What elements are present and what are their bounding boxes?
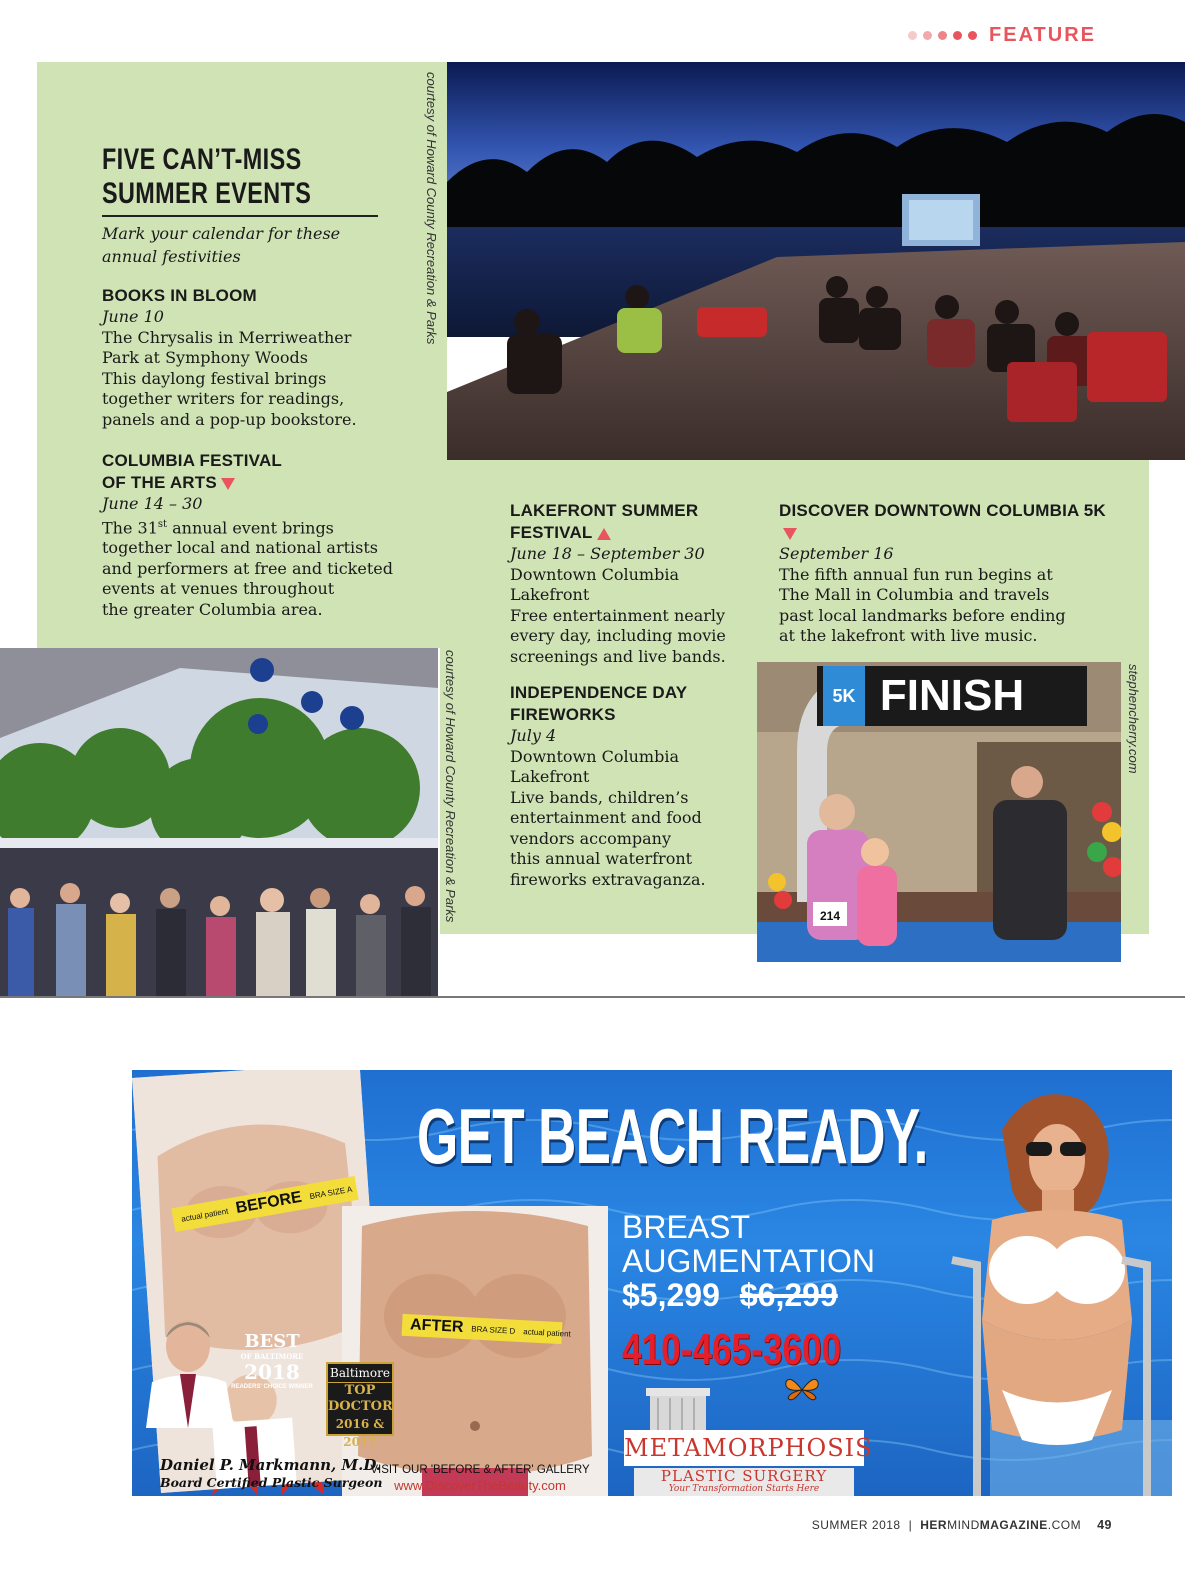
gallery-callout [350,1462,610,1494]
event-line: This daylong festival brings [102,368,327,388]
event-title-2: FESTIVAL [510,523,593,542]
brand-name: METAMORPHOSIS [624,1430,864,1466]
after-label: AFTER [409,1316,464,1337]
ribbon-winner: READERS' CHOICE WINNER [231,1384,313,1390]
event-line-post: annual event brings [167,517,334,537]
after-note: actual patient [523,1326,572,1339]
column-icon [624,1382,864,1432]
dot-3 [938,31,947,40]
page-footer [812,1518,1112,1532]
race-finish-illustration [757,662,1121,962]
event-date: June 14 – 30 [102,494,203,513]
dot-5 [968,31,977,40]
badge-title: TOP DOCTOR [328,1383,393,1414]
event-line-sup: st [157,518,168,530]
event-line: and performers at free and ticketed [102,558,393,578]
footer-site-b: MIND [947,1518,980,1532]
race-finish-photo [757,662,1121,962]
event-line-pre: The 31 [102,517,158,537]
lakefront-movie-photo [447,62,1185,460]
event-line: together local and national artists [102,538,378,558]
event-line: vendors accompany [510,828,672,848]
event-title-2-row [102,472,402,494]
event-line: at the lakefront with live music. [779,626,1038,645]
event-downtown-5k [779,500,1119,647]
offer-line-1: BREAST [622,1209,751,1245]
event-title-2-row [510,522,740,544]
event-title-1: COLUMBIA FESTIVAL [102,451,282,470]
after-photo-illustration [342,1206,608,1496]
footer-site-d: .COM [1047,1518,1082,1532]
ribbon-year: 2018 [244,1360,300,1384]
title-divider [102,215,378,217]
event-line: The Mall in Columbia and travels [779,585,1050,604]
ad-headline: GET BEACH READY. [417,1092,928,1180]
article-subtitle: Mark your calendar for these annual festivities [102,224,341,266]
event-lakefront-festival [510,500,740,667]
offer-line-2: AUGMENTATION [622,1243,876,1279]
lake-photo-credit: courtesy of Howard County Recreation & Parks [424,72,439,345]
after-size: BRA SIZE D [471,1323,516,1336]
brand-tagline: Your Transformation Starts Here [668,1484,820,1494]
triangle-up-icon [597,528,611,540]
event-line: panels and a pop-up bookstore. [102,409,357,429]
festival-crowd-photo [0,648,438,996]
event-date: June 18 – September 30 [510,544,705,563]
event-line: this annual waterfront [510,849,693,868]
event-independence-day [510,682,740,890]
gallery-url-link[interactable]: www.DiscoverTheBeauty.com [394,1478,566,1493]
event-title-2: OF THE ARTS [102,473,217,492]
metamorphosis-logo [624,1382,873,1494]
section-divider [0,996,1185,998]
plastic-surgery-ad[interactable] [132,1070,1172,1496]
gallery-text: VISIT OUR 'BEFORE & AFTER' GALLERY [370,1464,590,1476]
offer-price-new: $5,299 [622,1277,720,1313]
event-columbia-festival [102,450,402,620]
top-doctor-badge [326,1362,394,1449]
footer-separator: | [908,1518,913,1532]
event-line: The Chrysalis in Merriweather [102,327,352,347]
event-line: past local landmarks before ending [779,605,1066,625]
before-label: BEFORE [234,1188,304,1217]
event-title-2: FIREWORKS [510,705,616,724]
event-line: Live bands, children’s [510,787,689,807]
brand-subtitle: PLASTIC SURGERY [660,1467,828,1485]
before-note: actual patient [180,1206,229,1224]
offer-price-old: $6,299 [739,1277,838,1313]
event-line: The fifth annual fun run begins at [779,564,1053,584]
event-title-1: LAKEFRONT SUMMER [510,501,699,520]
festival-crowd-illustration [0,648,438,996]
butterfly-icon [784,1374,820,1406]
section-header [908,24,1096,47]
festival-photo-credit: courtesy of Howard County Recreation & Parks [443,650,458,923]
section-label: FEATURE [989,24,1096,46]
article-title [102,143,317,211]
event-title: DISCOVER DOWNTOWN COLUMBIA 5K [779,501,1106,520]
badge-years: 2016 & 2017 [335,1417,385,1449]
event-line: events at venues throughout [102,579,335,599]
event-line: Lakefront [510,585,590,604]
dot-2 [923,31,932,40]
race-bib-text: 214 [819,909,841,923]
event-line-first [102,515,402,539]
lakefront-movie-illustration [447,62,1185,460]
triangle-down-icon [221,478,235,490]
ad-offer [622,1210,875,1312]
event-title-row [779,500,1119,544]
footer-site [920,1518,1081,1532]
before-size: BRA SIZE A [308,1184,353,1201]
event-title: BOOKS IN BLOOM [102,286,257,305]
doctor-portrait [146,1308,236,1428]
footer-issue: SUMMER 2018 [811,1518,901,1532]
best-ribbon-text [224,1332,320,1391]
title-line-2: SUMMER EVENTS [102,177,312,210]
event-line: every day, including movie [510,626,726,645]
event-line: together writers for readings, [102,389,345,408]
footer-site-c: MAGAZINE [979,1518,1048,1532]
event-date: September 16 [779,544,894,563]
event-line: Free entertainment nearly [510,605,726,625]
badge-magazine: Baltimore [328,1364,392,1383]
footer-site-a: HER [920,1518,948,1532]
dot-1 [908,31,917,40]
event-books-in-bloom [102,285,402,430]
ribbon-of: OF BALTIMORE [240,1352,304,1361]
offer-price-row [622,1278,875,1312]
event-line: the greater Columbia area. [102,599,323,619]
event-line: Downtown Columbia [510,746,679,766]
doctor-name: Daniel P. Markmann, M.D. [160,1456,382,1474]
brand-sub-box [634,1468,854,1496]
event-title-1: INDEPENDENCE DAY [510,683,688,702]
race-badge-text: 5K [832,686,856,706]
page-number: 49 [1097,1518,1112,1532]
doctor-title: Board Certified Plastic Surgeon [160,1475,383,1490]
event-date: June 10 [102,307,164,326]
event-line: screenings and live bands. [510,646,726,666]
event-line: fireworks extravaganza. [510,869,706,889]
race-photo-credit: stephencherry.com [1126,664,1141,774]
title-line-1: FIVE CAN’T-MISS [102,143,302,176]
triangle-down-icon [783,528,797,540]
ribbon-best: BEST [244,1331,300,1352]
event-line: entertainment and food [510,808,702,827]
event-line: Downtown Columbia [510,564,679,584]
event-line: Park at Symphony Woods [102,348,308,367]
event-date: July 4 [510,726,557,745]
ad-phone-number[interactable]: 410-465-3600 [622,1325,842,1374]
section-dots [908,31,977,40]
dot-4 [953,31,962,40]
after-photo-card [342,1206,608,1496]
finish-banner-text: FINISH [879,671,1025,720]
event-line: Lakefront [510,767,590,786]
